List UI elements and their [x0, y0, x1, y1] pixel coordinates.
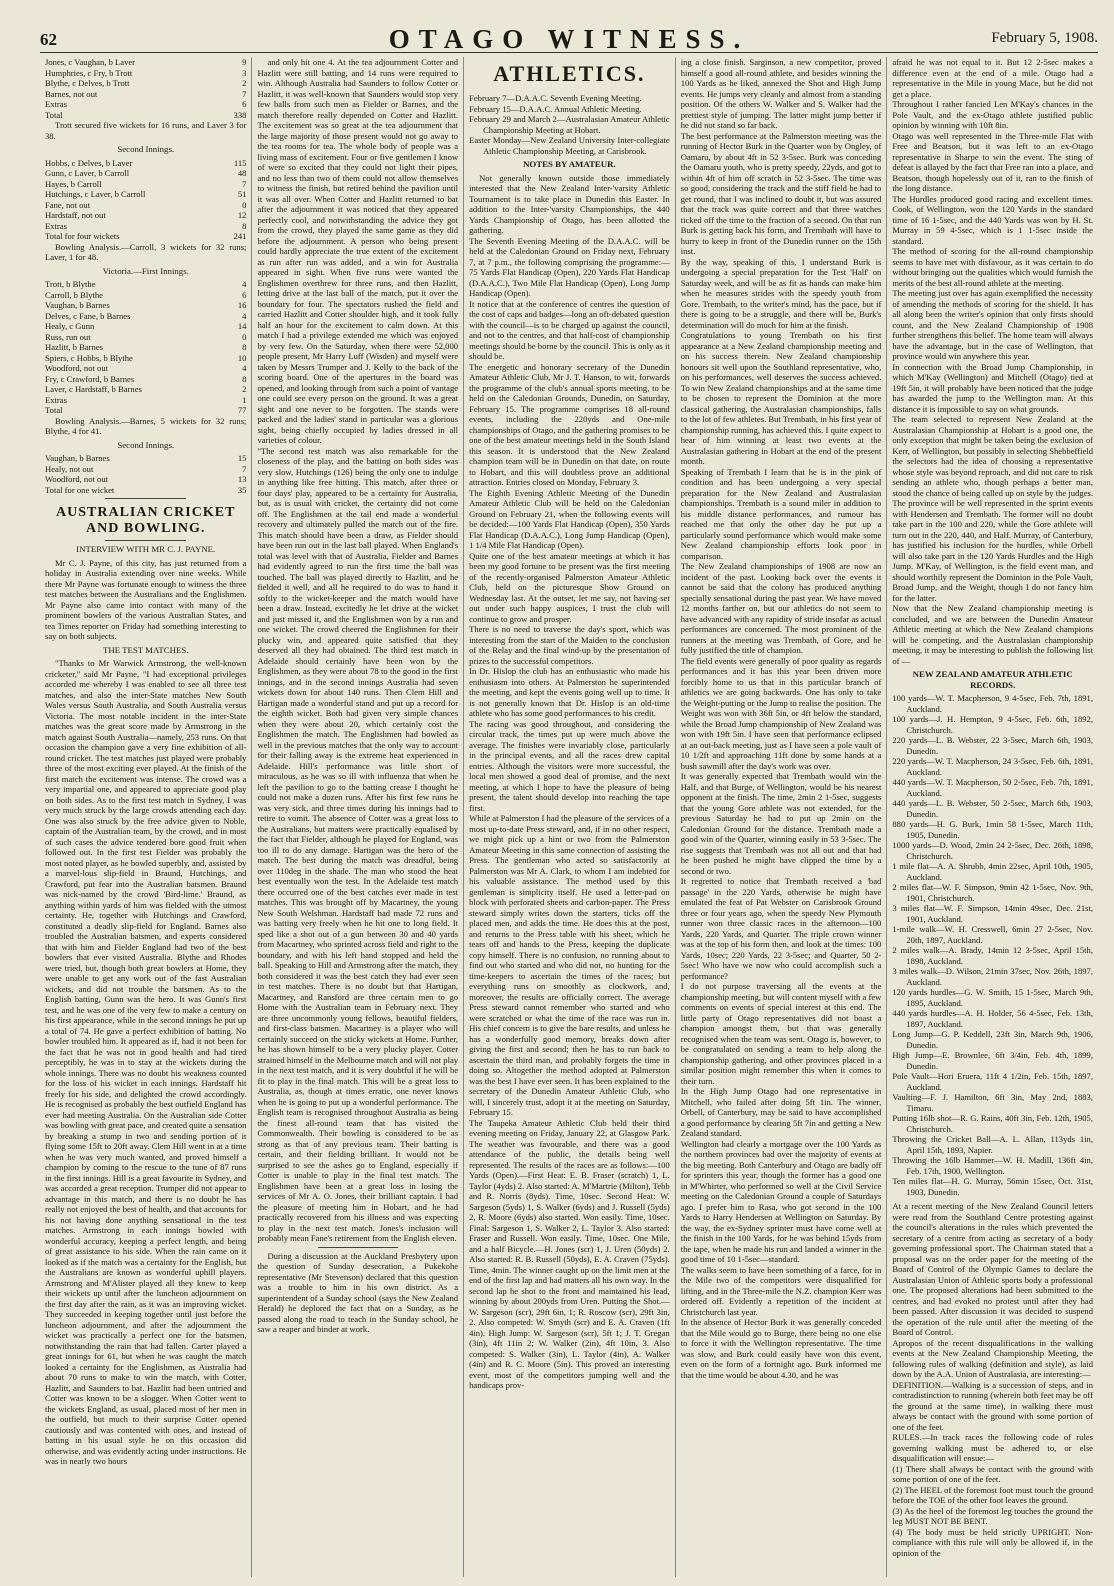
score-row	[45, 68, 246, 79]
bowling-analysis-2: Bowling Analysis.—Barnes, 5 wickets for 32 runs; Blythe, 4 for 41.	[45, 415, 247, 436]
athletics-body-continued: ing a close finish. Sarginson, a new competitor, proved himself a good all-round athlete, and besides winning the 100 Yards as he liked, annexed the Shot and High Jump events. He jumps very cleanly and almost from a standing position. Of the others W. Walker and S. Walker had the prettiest style of jumping. The latter might jump better if he did not stand so far back. The best performance at the Palmerston meeting was the running of Hector Burk in the Quarter won by Ongley, of Oamaru, by about 4ft in 52 3-5sec. Burk was conceding the Oamaru youth, who is pretty speedy, 22yds, and got to within 4ft of him off scratch in 52 3-5sec. The time was so good, considering the track and the stiff field he had to get round, that I was inclined to doubt it, but was assured that the track was quite correct and that three watches ticked off the time to the fraction of a second. On that run Burk is getting back his form, and Trembath will have to hurry to keep in front of the Dunedin runner on the 15th inst. By the way, speaking of this, I understand Burk is undergoing a special preparation for the Test 'Half' on Saturday week, and will be as fit as hands can make him when he measures strides with the speedy youth from Gore. Trembath, to the writer's mind, has the pace, but if there is going to be a struggle, and there will be, Burk's determination will do much for him at the finish. Congratulations to young Trembath on his first appearance at a New Zealand championship meeting and on his success therein. New Zealand championship honours sit well upon the Southland representative, who, on his performances, well deserves the success achieved. To win New Zealand championships and at the same time to be chosen to represent the Dominion at the more classical gathering, the Australasian championships, falls to the lot of few athletes. But Trembath, in his first year of championship running, has achieved this. I quite expect to hear of him winning at least two events at the Australasian gathering in Hobart at the end of the present month. Speaking of Trembath I learn that he is in the pink of condition and has been undergoing a very special preparation for the New Zealand and Australasian championships. Trembath is a sound miler in addition to his middle distance performances, and rumour has reached me that only the other day he put up a particularly sound performance which would make some New Zealand championship efforts look poor in comparison. The New Zealand championships of 1908 are now an incident of the past. Looking back over the events it cannot be said that the colony has produced anything specially sensational during the past year. We have moved 12 months farther on, but our athletics do not seem to have advanced with any rapidity of stride insofar as actual performances are concerned. The most prominent of the runners at the meeting was Trembath, of Gore, and he fully justified the title of champion. The field events were generally of poor quality as regards performances and it has this year been driven more forcibly home to us that in this particular branch of athletics we are going backwards. One has only to take the Weight-putting or the Jump to realise the position. The Weight was won with 36ft 5in, or 4ft below the standard, while the Broad Jump championship of New Zealand was won with 19ft 5in. I have seen that performance eclipsed at an out-back meeting, just as I have seen a pole vault of 10 1/2ft and approaching 11ft done by some hands at a bush sawmill after the day's work was over. It was generally expected that Trembath would win the Half, and that Burge, of Wellington, would be his nearest opponent at the finish. The time, 2min 2 1-5sec, suggests that the young Gore athlete was not extended, for the previous Saturday he had to put up 2min on the Caledonian Ground for the distance. Trembath made a good win of the Quarter, winning easily in 53 3-5sec. The rise suggests that Trembath was not all out and that had he been pushed he might have clipped the time by a second or two. It regretted to notice that Trembath received a 'bad passage' in the 220 Yards, otherwise he might have emulated the feat of Pat Webster on Carisbrook Ground three or four years ago, when the speedy New Plymouth runner won three classic races in the afternoon—100 Yards, 220 Yards, and Quarter. The triple crown winner was at the top of his form then, and look at the times: 100 Yards, 10sec; 220 Yards, 22 3-5sec; and Quarter, 50 2-5sec! Who have we now who could accomplish such a performance? I do not purpose traversing all the events at the championship meeting, but will content myself with a few comments on events of special interest at this end. The little party of Otago representatives did not boast a champion amongst them, but that was generally recognised when the team was sent. Otago is, however, to be congratulated on sending a team to help along the championship gathering, and other provinces placed in a similar position might remember this when it comes to their turn. In the High Jump Otago had one representative in Mitchell, who failed after doing 5ft 1in. The winner, Orbell, of Canterbury, may be said to have accomplished a good performance by clearing 5ft 7in and getting a New Zealand standard. Wellington had clearly a mortgage over the 100 Yards as the northern provinces had over the majority of events at the big meeting. Both Canterbury and Otago are badly off for sprinters this year, though the former has a good one in M'Whirter, who performed so well at the Civil Service meeting on the Caledonian Ground a couple of Saturdays ago. I prefer him to Rasa, who got second in the 100 Yards to Harry Hendersen at Wellington on Saturday. By the way, the ex-Sydney sprinter must have come well at the finish in the 100 Yards, for he was behind 15yds from the tape, when he made his run and landed a winner in the good time of 10 1-5sec—standard. The walks seem to have been something of a farce, for in the Mile two of the competitors were disqualified for lifting, and in the Three-mile the N.Z. champion Kerr was ordered off. Evidently a repetition of the incident at Christchurch last year. In the absence of Hector Burk it was generally conceded that the Mile would go to Burge, there being no one else to force it with the Wellington representative. The time was slow, and Burk could easily have won this event, even on the form of a fortnight ago. Burk informed me that the time would be about 4.30, and he was	[680, 57, 882, 1380]
runs-value: 12	[237, 210, 247, 220]
batsman-name: Blythe, c Delves, b Trott	[45, 78, 130, 88]
runs-value: 77	[237, 405, 247, 415]
column-3	[463, 57, 675, 1577]
batsman-name: Jones, c Vaughan, b Laver	[45, 57, 136, 67]
record-item: 2 miles walk—A. Brady, 14min 12 3-5sec, April 15th, 1898, Auckland.	[892, 945, 1093, 966]
batsman-name: Healy, c Gunn	[45, 321, 95, 331]
batsman-name: Total	[45, 405, 63, 415]
athletics-body-final: afraid he was not equal to it. But 12 2-5sec makes a difference even at the end of a mile. Otago had a representative in the Mile in young Mace, but he did not get a place. Throughout I rather fancied Len M'Kay's chances in the Pole Vault, and the ex-Otago athlete justified public opinion by winning with 10ft 8in. Otago was well represented in the Three-mile Flat with Free and Beatson, but it was left to an ex-Otago representative in Sharpe to win the event. The sting of defeat is allayed by the fact that Free ran into a place, and Beatson, though hopelessly out of it, ran to the finish of the long distance. The Hurdles produced good racing and excellent times. Cook, of Wellington, won the 120 Yards in the standard time of 16 1-5sec, and the 440 Yards was won by H. St. Murray in 59 4-5sec, which is 1 1-5sec inside the standard. The method of scoring for the all-round championship seems to have met with disfavour, as it was certain to do without bringing out the qualities which would furnish the merits of the best all-round athlete at the meeting. The meeting just over has again exemplified the necessity of amending the methods of scoring for the shield. It has all along been the writer's opinion that only firsts should count, and the New Zealand Championship of 1908 further strengthens this belief. The home team will always have the advantage, but in the case of Wellington, that province would win anywhere this year. In connection with the Broad Jump Championship, in which M'Kay (Wellington) and Mitchell (Otago) tied at 19ft 5in, it will probably have been noticed that the judge has awarded the jump to the Wellington man. At this distance it is impossible to say on what grounds. The team selected to represent New Zealand at the Australasian Championship at Hobart is a good one, the only exception that might be taken being the exclusion of Kerr, of Wellington, but possibly in selecting Shebbeffield the selectors had the idea of choosing a representative whose style was beyond reproach, and did not care to risk sending an athlete who, though perhaps a better man, stood the chance of being called up on style by the judges. The province will be well represented in the sprint events with Hendersen and Trembath. The former will no doubt take part in the 100 and 220, while the Gore athlete will turn out in the 220, 440, and Half. Murray, of Canterbury, has justified his inclusion for the hurdles, while Orbell will also take part in the 120 Yards Hurdles and the High Jump. M'Kay, of Wellington, is the field event man, and should worthily represent the Dominion in the Pole Vault, Broad Jump, and the Weight, though I do not fancy him for the latter. Now that the New Zealand championship meeting is concluded, and we are between the Dunedin Amateur Athletic meeting at which the New Zealand champions will be competing, and the Australasian championship meeting, it may be interesting to publish the following list of —	[892, 57, 1093, 666]
record-item: 440 yards hurdles—A. H. Holder, 56 4-5sec, Feb. 13th, 1897, Auckland.	[892, 1008, 1093, 1029]
record-item: 3 miles walk—D. Wilson, 21min 37sec, Nov. 26th, 1897, Auckland.	[892, 966, 1093, 987]
score-row	[45, 57, 246, 68]
batsman-name: Trott, b Blythe	[45, 279, 96, 289]
paper-title: OTAGO WITNESS.	[388, 24, 750, 54]
record-item: 3 miles flat—W. F. Simpson, 14min 49sec, Dec. 21st, 1901, Auckland.	[892, 903, 1093, 924]
batsman-name: Vaughan, b Barnes	[45, 300, 110, 310]
divider	[105, 498, 186, 499]
score-row	[45, 179, 246, 190]
record-item: 100 yards—J. H. Hempton, 9 4-5sec, Feb. 6th, 1892, Christchurch.	[892, 714, 1093, 735]
runs-value: 8	[242, 342, 247, 352]
notes-body: Not generally known outside those immediately interested that the New Zealand Inter-'varsity Athletic Tournament is to take place in Dunedin this Easter. In addition to the Inter-'varsity Championships, the 440 Yards Championship of Otago, has been allotted the gathering. The Seventh Evening Meeting of the D.A.A.C. will be held at the Caledonian Ground on Friday next, February 7, at 7 p.m., the following comprising the programme:—75 Yards Flat Handicap (Open), 220 Yards Flat Handicap (D.A.A.C.), Two Mile Flat Handicap (Open), Long Jump Handicap (Open). It notice that at the conference of centres the question of the cost of caps and badges—long an oft-debated question with the council—is to be charged up against the council, and not to the centres, and that half-cost of championship meetings should be borne by the council. This is only as it should be. The energetic and honorary secretary of the Dunedin Amateur Athletic Club, Mr J. T. Hanson, to wit, forwards the programme of the club's annual sports meeting, to be held on the Caledonian Grounds, Dunedin, on Saturday, February 15. The programme comprises 18 all-round events, including the 220yds and One-mile championships of Otago, and the gathering promises to be one of the best amateur meetings held in the South Island this season. It is understood that the New Zealand champion team will be in Dunedin on that date, on route to Hobart, and this will doubtless prove an additional attraction. Entries closed on Monday, February 3. The Eighth Evening Athletic Meeting of the Dunedin Amateur Athletic Club will be held on the Caledonian Ground on February 21, when the following events will be decided:—100 Yards Flat Handicap (Open), 350 Yards Flat Handicap (D.A.A.C.), Long Jump Handicap (Open), 1 1/4 Mile Flat Handicap (Open). Quite one of the best amateur meetings at which it has been my good fortune to be present was the first meeting of the recently-organised Palmerston Amateur Athletic Club, held on the picturesque Show Ground on Wednesday last. At the outset, let me say, not having set out under such happy auspices, I trust the club will continue to grow and prosper. There is no need to traverse the day's sport, which was interesting from the start of the Maiden to the conclusion of the Relay and the final wind-up by the presentation of prizes to the successful competitors. In Dr. Hislop the club has an enthusiastic who made his enthusiasm into others. At Palmerston he superintended the meeting, and kept the events going well up to time. It is not generally known that Dr. Hislop is an old-time athlete who has some good performances to his credit. The racing was good throughout, and considering the circular track, the times put up were much above the average. The finishes were invariably close, particularly in the principal events, and all the races drew capital entries. Although the visitors were more successful, the local men showed a good deal of promise, and the next meeting, at which I hope to have the pleasure of being present, the talent should develop into reaching the tape first. While at Palmerston I had the pleasure of the services of a most up-to-date Press steward, and, if in no other respect, we might pick up a hint or two from the Palmerston Amateur Meeting in this same connection of assisting the Press. The gentleman who acted so satisfactorily at Palmerston was Mr A. Clark, to whom I am indebted for his valuable assistance. The method used by this gentleman is simplicity itself. He used a letter-pad on block with perforated sheets and carbon-paper. The Press steward simply writes down the starters, ticks off the placed men, and adds the time. He does this at the post, and returns to the Press table with his sheet, which he tears off and hands to the Press, keeping the duplicate copy himself. There is no confusion, no running about to find out who started and who did not, no hunting for the time-keepers to ascertain the times of the races; but everything runs on smoothly as clockwork, and, moreover, the results are officially correct. The average Press steward cannot remember who started and who were scratched or what the time of the race was run in. His chief concern is to give the bare results, and unless he has a wonderfully good memory, breaks down after giving the first and second; then he has to run back to ascertain the third man, and probably forgets the time in doing so. Altogether the method adopted at Palmerston was the best I have ever seen. It has been explained to the secretary of the Dunedin Amateur Athletic Club, who will, I sincerely trust, adopt it at the meeting on Saturday, February 15. The Taupeka Amateur Athletic Club held their third evening meeting on Friday, January 22, at Glasgow Park. The weather was favourable, and there was a good attendance of the public, the details being well represented. The results of the races are as follows:—100 Yards (Open).—First Heat: E. B. Fraser (scratch) 1, L. Taylor (4yds) 2. Also started: A. M'Martrie (Milton), Tebb and R. Norris (8yds). Time, 10sec. Second Heat: W. Sargeson (5yds) 1, S. Walker (6yds) and J. Russell (5yds) 2, R. Moore (6yds) also started. Won easily. Time, 10sec. Final: Sargeson 1, S. Walker 2, L. Taylor 3. Also started: Fraser and Russell. Won easily. Time, 10sec. One Mile, and a half Bicycle.—H. Jones (scr) 1, J. Uren (50yds) 2. Also started: R. B. Russell (50yds), E. A. Craven (75yds). Time, 4min. The winner caught up on the limit men at the end of the first lap and had matters all his own way. In the second lap he shot to the front and maintained his lead, winning by about 200yds from Uren. Putting the Shot.—W. Sargeson (scr), 29ft 6in, 1; R. Roscow (scr), 29ft 3in, 2. Also competed: W. Smyth (scr) and E. A. Craven (1ft 4in). High Jump: W. Sargeson (scr), 5ft 1; J. T. Gregan (3in), 4ft 11in 2; W. Walker (2in), 4ft 10in, 3. Also competed: S. Walker (3in), L. Taylor (4in), A. Walker (4in) and R. C. Moore (5in). This proved an interesting event, most of the competitors jumping well and the handicaps prov-	[469, 172, 670, 1390]
runs-value: 13	[237, 474, 247, 484]
runs-value: 2	[242, 384, 247, 394]
score-row	[45, 78, 246, 89]
batsman-name: Hayes, b Carroll	[45, 178, 102, 189]
record-item: Ten miles flat—H. G. Murray, 56min 15sec, Oct. 31st, 1903, Dunedin.	[892, 1176, 1093, 1197]
fixture-item: February 7—D.A.A.C. Seventh Evening Meeting.	[469, 93, 642, 103]
closing-notes: At a recent meeting of the New Zealand Council letters were read from the Southland Centre protesting against the council's alterations in the rules which prevented the secretary of a centre from acting as secretary of a body governing professional sport. The Chairman stated that a proposal was on the order paper for the meeting of the Board of Control of the Olympic Games to declare the Australasian Union of Athletic sports body a professional one. The proposed alterations had been submitted to the centres, and had evoked no protest until after they had been passed. After discussion it was decided to suspend the operation of the rule until after the meeting of the Board of Control. Apropos of the recent disqualifications in the walking events at the New Zealand Championship Meeting, the following rules of walking (definition and style), as laid down by the A.A. Union of Australasia, are interesting:— DEFINITION.—Walking is a succession of steps, and in contradistinction to running (wherein both feet may be off the ground at the same time), in walking there must always be contact with the ground with some portion of one of the feet. RULES.—In track races the following code of rules governing walking must be adhered to, or else disqualification will ensue:— (1) There shall always be contact with the ground with some portion of one of the feet. (2) The HEEL of the foremost foot must touch the ground before the TOE of the other foot leaves the ground. (3) As the heel of the foremost leg touches the ground the leg MUST NOT BE BENT. (4) The body must be held strictly UPRIGHT. Non-compliance with this rule will only be allowed if, in the opinion of the	[892, 1201, 1093, 1558]
score-row	[45, 158, 246, 169]
record-item: Vaulting—F. J. Hamilton, 6ft 3in, May 2nd, 1883, Timaru.	[892, 1092, 1093, 1113]
article-body-1: "Thanks to Mr Warwick Armstrong, the well-known cricketer," said Mr Payne, "I had exceptional privileges accorded me whereby I was enabled to see all three test matches, and also the inter-State matches New South Wales versus South Australia, and South Australia versus Victoria. The most notable incident in the inter-State matches was the great score made by Armstrong in the match against South Australia—namely, 253 runs. On that occasion the champion gave a very fine exhibition of all-round cricket. The test matches just played were probably three of the most exciting ever played. At the finish of the first match the excitement was intense. The crowd was a very impartial one, and appeared to appreciate good play on both sides. As to the first test match in Sydney, I was very much struck by the large crowds attending each day. One was also struck by the free advice given to Noble, captain of the Australian team, by the crowd, and in most of such cases the advice tendered bore good fruit when followed out. In the first test Fielder was probably the most noted player, as he bowled superbly, and, assisted by a marvel-lous slip-field in Braund, Hutchings, and Crawford, put fear into the Australian batsmen. Braund was nick-named by the crowd 'Bird-lime.' Braund, as anything within yards of him was fielded with the utmost certainty. He, together with Hutchings and Crawford, constituted a deadly slip-field for England. Barnes also troubled the Australian batsmen, and experts considered that with him and Fielder England had two of the best bowlers that ever visited Australia. Blythe and Rhodes were tried, but, though both great bowlers at Home, they were unable to get any work out of the fast Australian wickets, and did not trouble the batsmen. As to the English batting, Gunn was the hero. It was Gunn's first test, and he was one of the very few to make a century on his first appearance, while in the second innings he put up a total of 74. He gave a perfect exhibition of batting. No bowler troubled him. It appeared as if, had it not been for the fact that he was not in good health and had tired perceptibly, he was in to stay at the wickets during the whole innings. There was no doubt his weakness counted for the loss of his wicket in each innings. Hardstaff hit freely for his side, and delighted the crowd accordingly. He is recognised as probably the best outfield England has ever had meeting Australia. On the Australian side Cotter was bowling with great pace, and created quite a sensation by breaking a stump in two and sending portion of it flying some 15ft to 20ft away. Clem Hill went in at a time when he was very much wanted, and proved himself a champion by coming to the rescue to the tune of 87 runs in the first innings. Hill is a great favourite in Sydney, and was accorded a great reception. Trumper did not appear to advantage in this match, and there is no doubt he has really not enjoyed the best of health, and that accounts for his not having done anything sensational in the test matches. Armstrong in each innings bowled with wonderful accuracy, keeping a perfect length, and being of great assistance to his side. When the rain came on it looked as if the match was a certainty for the English, but the Australians are known as wonderful uphill players. Armstrong and M'Alister played all they knew to keep their wickets up until after the luncheon adjournment on the first day after the rain, as it was an improving wicket. They succeeded in keeping together until just before the luncheon adjournment, and after the adjournment the wicket was practically a perfect one for the batsmen, notwithstanding the rain that had fallen. Carter played a great innings for 61, but when he was caught the match looked a certainty for the Englishmen, as Australia had about 70 runs to make to win the match, with Cotter, Hazlitt, and Saunders to bat. Hazlitt had been untried and Cotter was known to be a slogger. When Cotter went to the wickets England, as usual, placed most of her men in the outfield, but much to their surprise Cotter opened cautiously and was contented with ones, and instead of batting in his usual style he on this occasion did otherwise, and was evidently acting under instructions. He was in nearly two hours	[45, 658, 247, 1466]
score-row	[45, 110, 246, 121]
batsman-name: Spiers, c Hobbs, b Blythe	[45, 352, 133, 363]
score-row	[45, 210, 246, 221]
score-row	[45, 453, 246, 464]
batsman-name: Carroll, b Blythe	[45, 289, 103, 300]
bowling-analysis-1: Bowling Analysis.—Carroll, 3 wickets for 32 runs; Laver, 1 for 48.	[45, 241, 247, 262]
masthead	[40, 0, 1098, 53]
runs-value: 10	[237, 352, 247, 363]
record-item: 220 yards—L. B. Webster, 22 3-5sec, March 6th, 1903, Dunedin.	[892, 735, 1093, 756]
victoria-label: Victoria.—First Innings.	[102, 265, 189, 276]
record-item: 100 yards—W. T. Macpherson, 9 4-5sec, Feb. 7th, 1891, Auckland.	[892, 693, 1093, 714]
column-5	[886, 57, 1098, 1577]
runs-value: 115	[233, 157, 247, 168]
score-table-victoria-second	[45, 453, 246, 495]
score-row	[45, 353, 246, 364]
batsman-name: Extras	[45, 394, 67, 405]
score-row	[45, 99, 246, 110]
batsman-name: Hazlitt, b Barnes	[45, 342, 103, 352]
trott-note: Trott secured five wickets for 16 runs, and Laver 3 for 38.	[45, 120, 247, 141]
column-4	[675, 57, 887, 1577]
batsman-name: Total for one wicket	[45, 484, 115, 495]
score-table-second	[45, 158, 246, 242]
record-item: High Jump—E. Brownlee, 6ft 3/4in, Feb. 4th, 1899, Dunedin.	[892, 1050, 1093, 1071]
athletics-title: ATHLETICS.	[493, 61, 646, 86]
runs-value: 2	[242, 78, 247, 88]
test-matches-title: THE TEST MATCHES.	[102, 644, 189, 655]
batsman-name: Hobbs, c Delves, b Laver	[45, 157, 133, 168]
interview-intro: Mr C. J. Payne, of this city, has just returned from a holiday in Australia extending over nine weeks. While there Mr Payne was fortunate enough to witness the three test matches between the Australians and the Englishmen. Mr Payne also came into contact with many of the prominent bowlers of the various Australian States, and tea Times reporter on Friday had something interesting to say on both subjects.	[45, 557, 247, 641]
column-1	[40, 57, 251, 1577]
record-item: 120 yards hurdles—G. W. Smith, 15 1-5sec, March 9th, 1895, Auckland.	[892, 987, 1093, 1008]
runs-value: 7	[242, 463, 247, 474]
score-row	[45, 311, 246, 322]
record-item: 440 yards—W. T. Macpherson, 50 2-5sec, Feb. 7th, 1891, Auckland.	[892, 777, 1093, 798]
batsman-name: Hardstaff, not out	[45, 210, 106, 220]
batsman-name: Woodford, not out	[45, 363, 109, 373]
runs-value: 3	[242, 67, 247, 78]
score-row	[45, 363, 246, 374]
batsman-name: Total	[45, 109, 63, 120]
record-item: Throwing the 16lb Hammer—W. H. Madill, 136ft 4in, Feb. 17th, 1900, Wellington.	[892, 1155, 1093, 1176]
presbytery-aside: During a discussion at the Auckland Presbytery upon the question of Sunday desecration, a Pukekohe representative (Mr Stevenson) declared that this question was a trouble to him in his own district. As a superintendent of a Sunday school (says the New Zealand Herald) he deplored the fact that on a Sunday, as he passed along the road to teach in the Sunday school, he saw a reaper and binder at work.	[257, 1250, 459, 1334]
batsman-name: Fry, c Crawford, b Barnes	[45, 373, 135, 384]
score-row	[45, 168, 246, 179]
runs-value: 6	[242, 99, 247, 109]
batsman-name: Vaughan, b Barnes	[45, 453, 110, 463]
batsman-name: Delves, c Fane, b Barnes	[45, 310, 131, 321]
divider	[318, 1247, 398, 1248]
runs-value: 0	[242, 331, 247, 342]
score-row	[45, 189, 246, 200]
fixture-list	[469, 93, 670, 156]
interview-title: INTERVIEW WITH MR C. J. PAYNE.	[76, 544, 216, 554]
record-item: 2 miles flat—W. F. Simpson, 9min 42 1-5sec, Nov. 9th, 1901, Christchurch.	[892, 882, 1093, 903]
runs-value: 7	[242, 178, 247, 189]
score-row	[45, 464, 246, 475]
second-innings-label: Second Innings.	[117, 144, 175, 154]
runs-value: 1	[242, 394, 247, 405]
fixture-item: February 29 and March 2—Australasian Amateur Athletic Championship Meeting at Hobart.	[469, 114, 670, 135]
score-row	[45, 200, 246, 211]
score-row	[45, 221, 246, 232]
batsman-name: Laver, c Hardstaff, b Barnes	[45, 384, 142, 394]
runs-value: 14	[237, 321, 247, 331]
runs-value: 4	[242, 310, 247, 321]
score-row	[45, 300, 246, 311]
score-row	[45, 405, 246, 416]
score-row	[45, 321, 246, 332]
record-item: 1000 yards—D. Wood, 2min 24 2-5sec, Dec. 26th, 1898, Christchurch.	[892, 840, 1093, 861]
record-item: Pole Vault—Hori Eruera, 11ft 4 1/2in, Feb. 15th, 1897, Auckland.	[892, 1071, 1093, 1092]
score-row	[45, 374, 246, 385]
score-row	[45, 485, 246, 496]
record-item: 220 yards—W. T. Macpherson, 24 3-5sec, Feb. 6th, 1891, Auckland.	[892, 756, 1093, 777]
runs-value: 6	[242, 289, 247, 300]
runs-value: 8	[242, 220, 247, 231]
runs-value: 7	[242, 88, 247, 99]
divider	[105, 540, 186, 541]
batsman-name: Russ, run out	[45, 331, 91, 342]
record-item: 1 mile flat—A. A. Shrubb, 4min 22sec, April 10th, 1905, Auckland.	[892, 861, 1093, 882]
score-row	[45, 231, 246, 242]
record-item: Throwing the Cricket Ball—A. L. Allan, 113yds 1in, April 15th, 1893, Napier.	[892, 1134, 1093, 1155]
fixture-item: Easter Monday—New Zealand University Inter-collegiate Athletic Championship Meeting, at Carisbrook.	[469, 135, 670, 156]
second-innings-label-2: Second Innings.	[117, 439, 175, 450]
score-row	[45, 290, 246, 301]
runs-value: 8	[242, 373, 247, 384]
runs-value: 338	[233, 109, 247, 120]
score-row	[45, 395, 246, 406]
batsman-name: Healy, not out	[45, 463, 94, 474]
score-row	[45, 279, 246, 290]
runs-value: 9	[242, 57, 247, 67]
score-row	[45, 342, 246, 353]
article-body-2: and only hit one 4. At the tea adjournment Cotter and Hazlitt were still batting, and 14 runs were required to win. Although Australia had Saunders to follow Cotter or Hazlitt, it was well-known that Saunders would stop very few balls from such men as Fielder or Barnes, and the match therefore really depended on Cotter and Hazlitt. The excitement was so great at the tea adjournment that the large majority of those present would not go away to the tea rooms for tea. The whole body of people was a living mass of excitement. Four or five gentlemen I know of were so excited that they could not light their pipes, and no less than two of them could not allow themselves to witness the finish, but retired behind the pavilion until it was all over. When Cotter and Hazlitt returned to bat after the adjournment it was noticed that they appeared perfectly cool, and notwithstanding the advice they got from the crowd, they played the same game as they did before the adjournment. A person who being present could hardly appreciate the true extent of the excitement as run after run was added, and a win for Australia appeared in sight. When five runs were wanted the Englishmen overthrew for three runs, and then Hazlitt, letting drive at the last ball of the match, put it over the boundary for four. The spectators rushed the field and carried Hazlitt and Cotter shoulder high, and it took fully half an hour for the excitement to calm down. At this match I had a privilege extended me which was enjoyed by very few. On the Saturday, when there were 52,000 people present, Mr Harry Luff (Wisden) and myself were taken by Messrs Trumper and J. Kelly to the back of the scoring board. One of the apertures in the board was opened, and looking through from such a point of vantage one could see every person on the ground. It was a great sight and one never to be forgotten. The stands were packed and the ladies' stand in particular was a glorious sight, being chiefly occupied by ladies dressed in all varieties of colour. "The second test match was also remarkable for the closeness of the play, and the batting on both sides was very slow, Hutchings (126) being the only one to indulge in anything like free hitting. This match, after three or four days' play, appeared to be a certainty for Australia, but, as is usual with cricket, the certainty did not come off. The Englishmen at the tail end made a wonderful recovery and ultimately pulled the match out of the fire. This match should have been a draw, as Fielder should have been run out in the last ball played. When England's total was level with that of Australia, Fielder and Barnes had evidently agreed to run the first time the ball was touched. The ball was played directly to Hazlitt, and he fielded it well, and all he required to do was to hand it softly to the wicket-keeper and the match would have been a draw. Instead, excitedly he let drive at the wicket and just missed it, and the Englishmen won by a run and one wicket. The crowd cheered the Englishmen for their plucky win, and appeared quite satisfied that they deserved all they had obtained. The third test match in Adelaide should certainly have been won by the Englishmen, as they were about 78 to the good in the first innings, and in the second innings Australia had seven wickets down for about 140 runs. Then Clem Hill and Hartigan made a wonderful stand and put up a record for the eighth wicket. Both had given very simple chances when they were about 20, which certainly cost the Englishmen the match. The Englishmen had bowled as well in the previous matches that the only way to account for their falling away is the extreme heat experienced in Adelaide. Hill's performance was little short of miraculous, as he was so ill with influenza that when he left the pavilion to go to the batting crease I thought he could not make a dozen runs. After his first few runs he was very sick, and three times during his innings had to retire to vomit. The absence of Cotter was a great loss to the Australians, but matters were practically equalised by the fact that Fielder, although he played for England, was too ill to do any damage. Hartigan was the hero of the match. The best during the match was dreadful, being over 110deg in the shade. The man who stood the heat best eventually won the test. In the Adelaide test match there occurred one of the best catches ever made in test matches. This was brought off by Macartney, the young New South Welshman. Hardstaff had made 72 runs and was batting very freely when he hit one to long field. It sped like a shot out of a gun between 30 and 40 yards from Macartney, who sprinted across field and right to the boundary, and with his left hand stopped and held the ball. Speaking to Hill and Armstrong after the match, they both considered it was the best catch they had ever seen in test matches. There is no doubt but that Hartigan, Macartney, and Ransford are three certain men to go Home with the Australian team in February next. They are three uncommonly young fellows, beautiful fielders, and first-class batsmen. Macartney is a player who will certainly succeed on the sticky wickets at Home. Further, he has shown himself to be a very plucky player. Cotter strained himself in the Melbourne match and will not play in the next test match, and it is very doubtful if he will be fit to play in the final match. This will be a great loss to Australia, as, though at times erratic, one never knows when he is going to put up a wonderful performance. The English team is recognised throughout Australia as being the finest all-round team that has visited the Commonwealth. Their bowling is considered to be as strong as that of any previous team. Their batting is certain, and their fielding brilliant. It would not be surprised to see the ashes go to England, especially if Cotter is unable to play in the final test match. The Englishmen have been at a great loss in losing the services of Mr A. O. Jones, their brilliant captain. I had the pleasure of meeting him in Hobart, and he had practically recovered from his illness and was expecting to play in the next test match. Jones's inclusion will probably mean Fane's retirement from the English eleven.	[257, 57, 459, 1243]
runs-value: 4	[242, 363, 247, 373]
batsman-name: Humphries, c Fry, b Trott	[45, 67, 133, 78]
records-title: NEW ZEALAND AMATEUR ATHLETIC RECORDS.	[912, 669, 1073, 690]
batsman-name: Extras	[45, 99, 67, 109]
batsman-name: Woodford, not out	[45, 474, 109, 484]
runs-value: 48	[237, 168, 247, 178]
batsman-name: Fane, not out	[45, 199, 91, 210]
record-item: 440 yards—L. B. Webster, 50 2-5sec, March 6th, 1903, Dunedin.	[892, 798, 1093, 819]
record-item: 880 yards—H. G. Burk, 1min 58 1-5sec, March 11th, 1905, Dunedin.	[892, 819, 1093, 840]
runs-value: 35	[237, 484, 247, 495]
fixture-item: February 15—D.A.A.C. Annual Athletic Meeting.	[469, 103, 642, 114]
record-item: 1-mile walk—W. H. Cresswell, 6min 27 2-5sec, Nov. 20th, 1897, Auckland.	[892, 924, 1093, 945]
section-title-cricket: AUSTRALIAN CRICKET AND BOWLING.	[56, 505, 236, 536]
record-item: Putting 16lb shot—R. G. Rains, 40ft 3in, Feb. 12th, 1905, Christchurch.	[892, 1113, 1093, 1134]
record-item: Long Jump—G. P. Keddell, 23ft 3in, March 9th, 1906, Dunedin.	[892, 1029, 1093, 1050]
runs-value: 241	[233, 231, 247, 241]
runs-value: 51	[237, 189, 247, 199]
runs-value: 0	[242, 199, 247, 210]
score-table-top	[45, 57, 246, 120]
score-row	[45, 384, 246, 395]
runs-value: 16	[237, 300, 247, 310]
records-list	[892, 693, 1093, 1197]
score-row	[45, 89, 246, 100]
column-2	[251, 57, 463, 1577]
runs-value: 4	[242, 279, 247, 289]
score-row	[45, 332, 246, 343]
batsman-name: Barnes, not out	[45, 88, 98, 99]
score-table-victoria	[45, 279, 246, 416]
batsman-name: Gunn, c Laver, b Carroll	[45, 168, 130, 178]
issue-date: February 5, 1908.	[991, 30, 1098, 46]
batsman-name: Total for four wickets	[45, 231, 120, 241]
runs-value: 15	[237, 453, 247, 463]
batsman-name: Hutchings, c Laver, b Carroll	[45, 189, 146, 199]
score-row	[45, 474, 246, 485]
notes-title: NOTES BY AMATEUR.	[523, 159, 616, 169]
batsman-name: Extras	[45, 220, 67, 231]
page-number: 62	[40, 30, 57, 49]
